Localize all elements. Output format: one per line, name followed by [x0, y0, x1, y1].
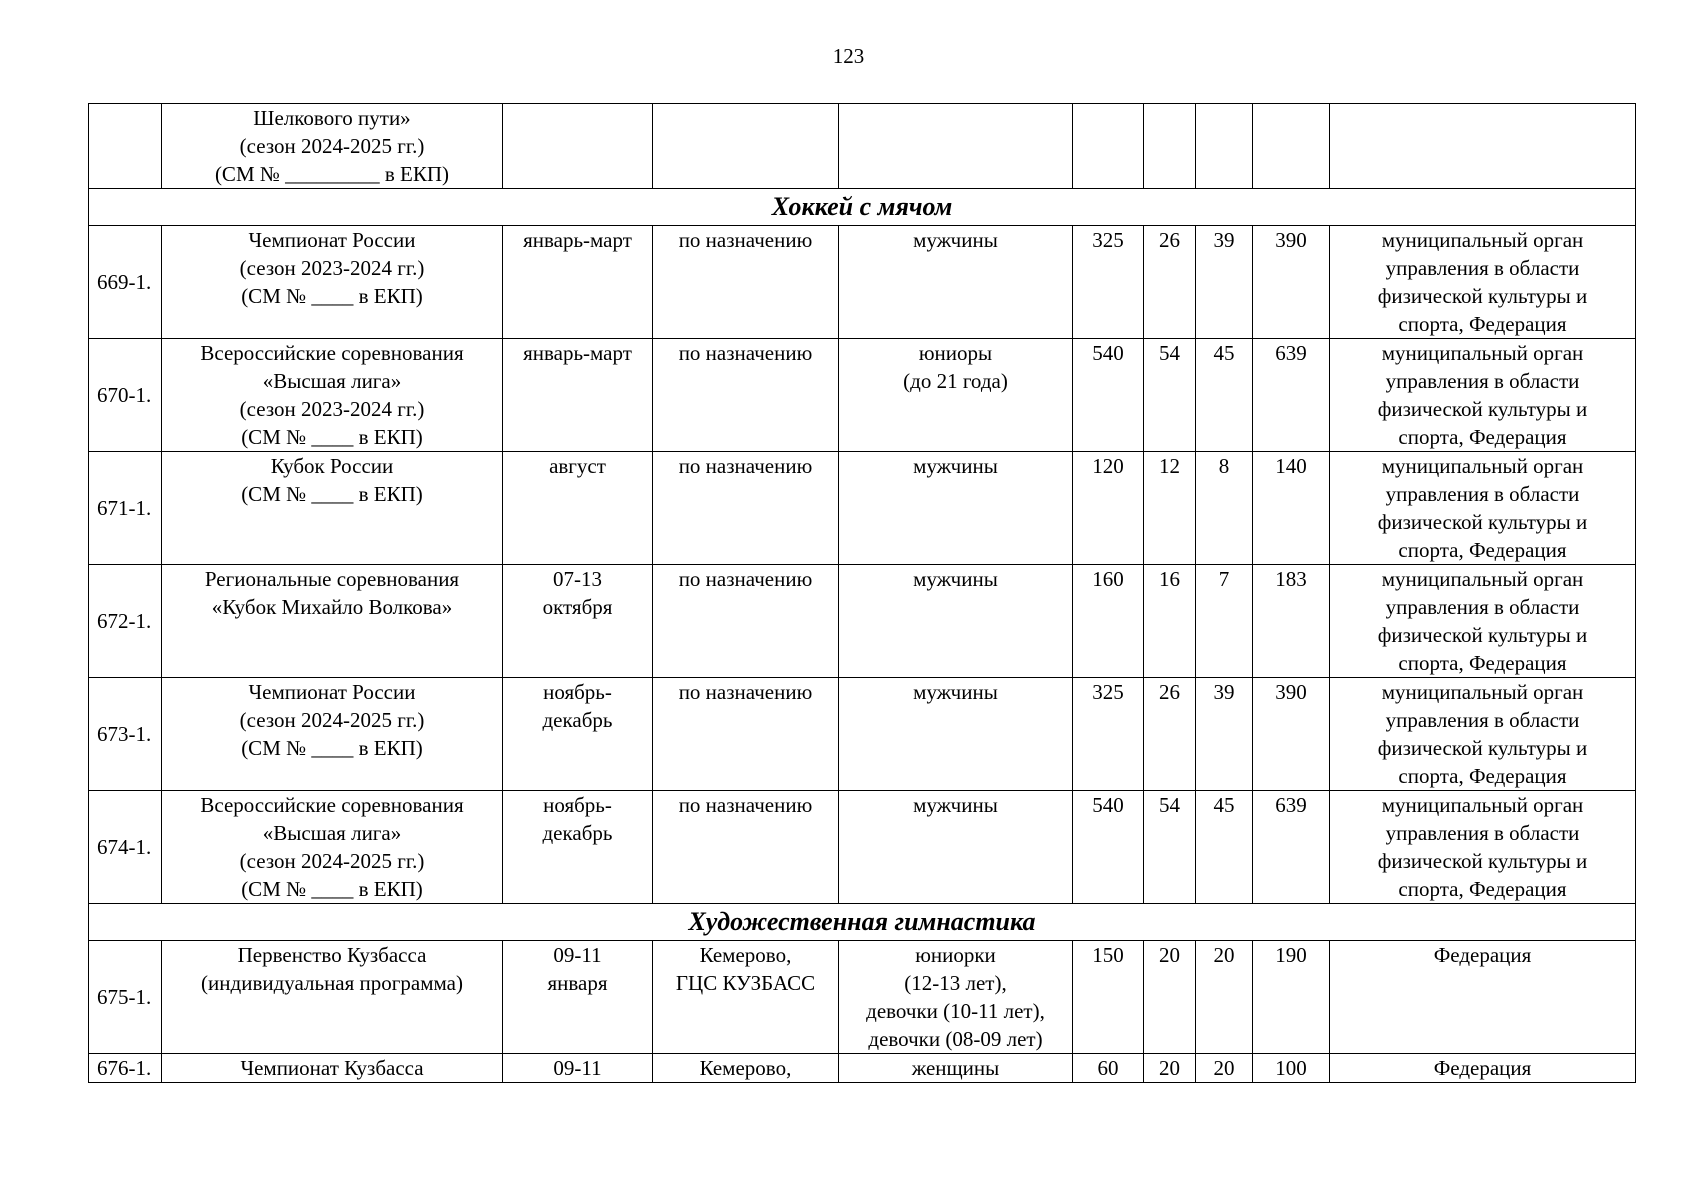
dates-cell-line: 09-11: [553, 943, 602, 967]
count-total-cell: 190: [1253, 941, 1330, 1054]
organizer-cell-line: спорта, Федерация: [1398, 425, 1567, 449]
organizer-cell-line: муниципальный орган: [1381, 680, 1584, 704]
count-3-cell: 45: [1196, 339, 1253, 452]
event-name-cell-line: (СМ № _________ в ЕКП): [214, 162, 450, 186]
participants-cell: [839, 678, 1073, 791]
participants-cell-line: мужчины: [913, 228, 998, 252]
table-row: [89, 678, 1636, 791]
place-cell: [653, 678, 839, 791]
count-2-cell: 20: [1144, 941, 1196, 1054]
organizer-cell-line: физической культуры и: [1377, 736, 1588, 760]
section-title: Хоккей с мячом: [89, 189, 1636, 226]
dates-cell-line: 07-13: [553, 567, 602, 591]
dates-cell: [503, 941, 653, 1054]
participants-cell: [839, 226, 1073, 339]
table-row: [89, 941, 1636, 1054]
place-cell: [653, 941, 839, 1054]
organizer-cell: [1330, 339, 1636, 452]
count-1-cell: 160: [1073, 565, 1144, 678]
count-2-cell: 54: [1144, 339, 1196, 452]
event-name-cell-line: (СМ № ____ в ЕКП): [241, 482, 423, 506]
event-name-cell-line: «Высшая лига»: [262, 821, 402, 845]
dates-cell-line: октября: [542, 595, 613, 619]
organizer-cell-line: управления в области: [1385, 482, 1580, 506]
participants-cell: [839, 1054, 1073, 1083]
event-name-cell-line: (сезон 2023-2024 гг.): [239, 256, 425, 280]
table-row-continuation: [89, 104, 1636, 189]
dates-cell: [503, 791, 653, 904]
count-total-cell: 639: [1253, 791, 1330, 904]
participants-cell-line: мужчины: [913, 567, 998, 591]
event-name-cell-line: Всероссийские соревнования: [200, 341, 464, 365]
row-number-cell: 670-1.: [89, 339, 162, 452]
row-number-cell: 671-1.: [89, 452, 162, 565]
place-cell: [653, 565, 839, 678]
table-row: [89, 452, 1636, 565]
organizer-cell-line: спорта, Федерация: [1398, 764, 1567, 788]
participants-cell-line: мужчины: [913, 454, 998, 478]
page-number: 123: [832, 44, 865, 68]
organizer-cell-line: спорта, Федерация: [1398, 312, 1567, 336]
organizer-cell-line: управления в области: [1385, 821, 1580, 845]
dates-cell: [503, 339, 653, 452]
count-2-cell: 16: [1144, 565, 1196, 678]
organizer-cell: [1330, 565, 1636, 678]
organizer-cell-line: муниципальный орган: [1381, 793, 1584, 817]
section-header-row: [89, 189, 1636, 226]
place-cell-line: по назначению: [678, 680, 813, 704]
organizer-cell: [1330, 791, 1636, 904]
participants-cell: [839, 104, 1073, 189]
participants-cell-line: мужчины: [913, 793, 998, 817]
event-name-cell-line: Первенство Кузбасса: [237, 943, 427, 967]
count-1-cell: 60: [1073, 1054, 1144, 1083]
event-name-cell-line: Кубок России: [270, 454, 394, 478]
dates-cell-line: декабрь: [542, 821, 613, 845]
organizer-cell-line: Федерация: [1433, 1056, 1532, 1080]
event-name-cell-line: (сезон 2024-2025 гг.): [239, 708, 425, 732]
organizer-cell: [1330, 104, 1636, 189]
organizer-cell: [1330, 941, 1636, 1054]
event-name-cell-line: «Кубок Михайло Волкова»: [211, 595, 453, 619]
count-3-cell: 39: [1196, 678, 1253, 791]
event-name-cell: [162, 226, 503, 339]
organizer-cell-line: управления в области: [1385, 708, 1580, 732]
dates-cell: [503, 678, 653, 791]
organizer-cell-line: физической культуры и: [1377, 397, 1588, 421]
count-3-cell: 8: [1196, 452, 1253, 565]
organizer-cell: [1330, 226, 1636, 339]
dates-cell-line: 09-11: [553, 1056, 602, 1080]
count-1-cell: 150: [1073, 941, 1144, 1054]
place-cell-line: по назначению: [678, 567, 813, 591]
participants-cell: [839, 791, 1073, 904]
dates-cell-line: январь-март: [523, 341, 632, 365]
row-number-cell: [89, 104, 162, 189]
participants-cell-line: девочки (08-09 лет): [868, 1027, 1043, 1051]
participants-cell-line: юниоры: [918, 341, 993, 365]
place-cell: [653, 104, 839, 189]
organizer-cell: [1330, 1054, 1636, 1083]
organizer-cell-line: муниципальный орган: [1381, 228, 1584, 252]
event-name-cell-line: (СМ № ____ в ЕКП): [241, 877, 423, 901]
table-row: [89, 565, 1636, 678]
participants-cell: [839, 339, 1073, 452]
dates-cell: [503, 104, 653, 189]
event-name-cell: [162, 1054, 503, 1083]
event-name-cell: [162, 104, 503, 189]
table-row: [89, 226, 1636, 339]
count-total-cell: 390: [1253, 678, 1330, 791]
event-name-cell-line: Чемпионат Кузбасса: [240, 1056, 424, 1080]
event-name-cell-line: Чемпионат России: [248, 228, 416, 252]
dates-cell-line: ноябрь-: [543, 793, 612, 817]
event-name-cell: [162, 678, 503, 791]
count-2-cell: 26: [1144, 678, 1196, 791]
participants-cell-line: (до 21 года): [903, 369, 1008, 393]
event-name-cell-line: (сезон 2024-2025 гг.): [239, 134, 425, 158]
count-total-cell: 390: [1253, 226, 1330, 339]
count-total-cell: 639: [1253, 339, 1330, 452]
organizer-cell-line: физической культуры и: [1377, 284, 1588, 308]
event-name-cell-line: Региональные соревнования: [204, 567, 460, 591]
place-cell-line: Кемерово,: [699, 1056, 792, 1080]
section-title: Художественная гимнастика: [89, 904, 1636, 941]
count-1-cell: 540: [1073, 339, 1144, 452]
count-3-cell: 7: [1196, 565, 1253, 678]
dates-cell: [503, 1054, 653, 1083]
participants-cell: [839, 941, 1073, 1054]
event-name-cell: [162, 339, 503, 452]
dates-cell-line: декабрь: [542, 708, 613, 732]
count-2-cell: 54: [1144, 791, 1196, 904]
place-cell: [653, 1054, 839, 1083]
count-2-cell: 20: [1144, 1054, 1196, 1083]
count-1-cell: [1073, 104, 1144, 189]
table-row: [89, 791, 1636, 904]
event-name-cell: [162, 452, 503, 565]
place-cell: [653, 791, 839, 904]
count-3-cell: 20: [1196, 941, 1253, 1054]
event-name-cell-line: Чемпионат России: [248, 680, 416, 704]
place-cell: [653, 339, 839, 452]
organizer-cell-line: муниципальный орган: [1381, 567, 1584, 591]
count-1-cell: 120: [1073, 452, 1144, 565]
row-number-cell: 673-1.: [89, 678, 162, 791]
place-cell-line: Кемерово,: [699, 943, 792, 967]
table-row: [89, 339, 1636, 452]
event-name-cell: [162, 565, 503, 678]
event-name-cell: [162, 791, 503, 904]
event-name-cell-line: (сезон 2024-2025 гг.): [239, 849, 425, 873]
organizer-cell-line: спорта, Федерация: [1398, 651, 1567, 675]
organizer-cell-line: спорта, Федерация: [1398, 538, 1567, 562]
table-row: [89, 1054, 1636, 1083]
organizer-cell-line: управления в области: [1385, 256, 1580, 280]
dates-cell-line: январь-март: [523, 228, 632, 252]
place-cell-line: ГЦС КУЗБАСС: [675, 971, 816, 995]
count-1-cell: 325: [1073, 226, 1144, 339]
organizer-cell-line: управления в области: [1385, 595, 1580, 619]
count-total-cell: [1253, 104, 1330, 189]
count-1-cell: 540: [1073, 791, 1144, 904]
event-name-cell-line: Шелкового пути»: [253, 106, 411, 130]
count-3-cell: 20: [1196, 1054, 1253, 1083]
organizer-cell-line: физической культуры и: [1377, 849, 1588, 873]
dates-cell: [503, 226, 653, 339]
organizer-cell-line: физической культуры и: [1377, 510, 1588, 534]
event-name-cell-line: (индивидуальная программа): [201, 971, 463, 995]
row-number-cell: 675-1.: [89, 941, 162, 1054]
organizer-cell: [1330, 452, 1636, 565]
dates-cell: [503, 452, 653, 565]
organizer-cell-line: муниципальный орган: [1381, 454, 1584, 478]
place-cell-line: по назначению: [678, 341, 813, 365]
count-total-cell: 100: [1253, 1054, 1330, 1083]
participants-cell-line: (12-13 лет),: [904, 971, 1007, 995]
place-cell-line: по назначению: [678, 793, 813, 817]
participants-cell: [839, 565, 1073, 678]
count-1-cell: 325: [1073, 678, 1144, 791]
participants-cell-line: мужчины: [913, 680, 998, 704]
organizer-cell-line: муниципальный орган: [1381, 341, 1584, 365]
table-body: [89, 104, 1636, 1083]
event-name-cell-line: (СМ № ____ в ЕКП): [241, 425, 423, 449]
participants-cell-line: юниорки: [915, 943, 996, 967]
participants-cell-line: женщины: [911, 1056, 1000, 1080]
count-2-cell: [1144, 104, 1196, 189]
row-number-cell: 676-1.: [89, 1054, 162, 1083]
organizer-cell-line: физической культуры и: [1377, 623, 1588, 647]
event-name-cell-line: (СМ № ____ в ЕКП): [241, 284, 423, 308]
event-name-cell-line: (сезон 2023-2024 гг.): [239, 397, 425, 421]
dates-cell-line: января: [547, 971, 608, 995]
row-number-cell: 674-1.: [89, 791, 162, 904]
row-number-cell: 669-1.: [89, 226, 162, 339]
count-3-cell: 45: [1196, 791, 1253, 904]
dates-cell-line: август: [549, 454, 606, 478]
place-cell: [653, 226, 839, 339]
count-3-cell: 39: [1196, 226, 1253, 339]
event-name-cell-line: Всероссийские соревнования: [200, 793, 464, 817]
row-number-cell: 672-1.: [89, 565, 162, 678]
organizer-cell-line: Федерация: [1433, 943, 1532, 967]
count-2-cell: 26: [1144, 226, 1196, 339]
participants-cell: [839, 452, 1073, 565]
count-3-cell: [1196, 104, 1253, 189]
section-header-row: [89, 904, 1636, 941]
place-cell-line: по назначению: [678, 228, 813, 252]
count-total-cell: 140: [1253, 452, 1330, 565]
place-cell: [653, 452, 839, 565]
count-total-cell: 183: [1253, 565, 1330, 678]
organizer-cell-line: спорта, Федерация: [1398, 877, 1567, 901]
place-cell-line: по назначению: [678, 454, 813, 478]
participants-cell-line: девочки (10-11 лет),: [866, 999, 1045, 1023]
count-2-cell: 12: [1144, 452, 1196, 565]
organizer-cell-line: управления в области: [1385, 369, 1580, 393]
events-table: [88, 103, 1636, 1083]
dates-cell-line: ноябрь-: [543, 680, 612, 704]
event-name-cell: [162, 941, 503, 1054]
event-name-cell-line: (СМ № ____ в ЕКП): [241, 736, 423, 760]
dates-cell: [503, 565, 653, 678]
organizer-cell: [1330, 678, 1636, 791]
event-name-cell-line: «Высшая лига»: [262, 369, 402, 393]
